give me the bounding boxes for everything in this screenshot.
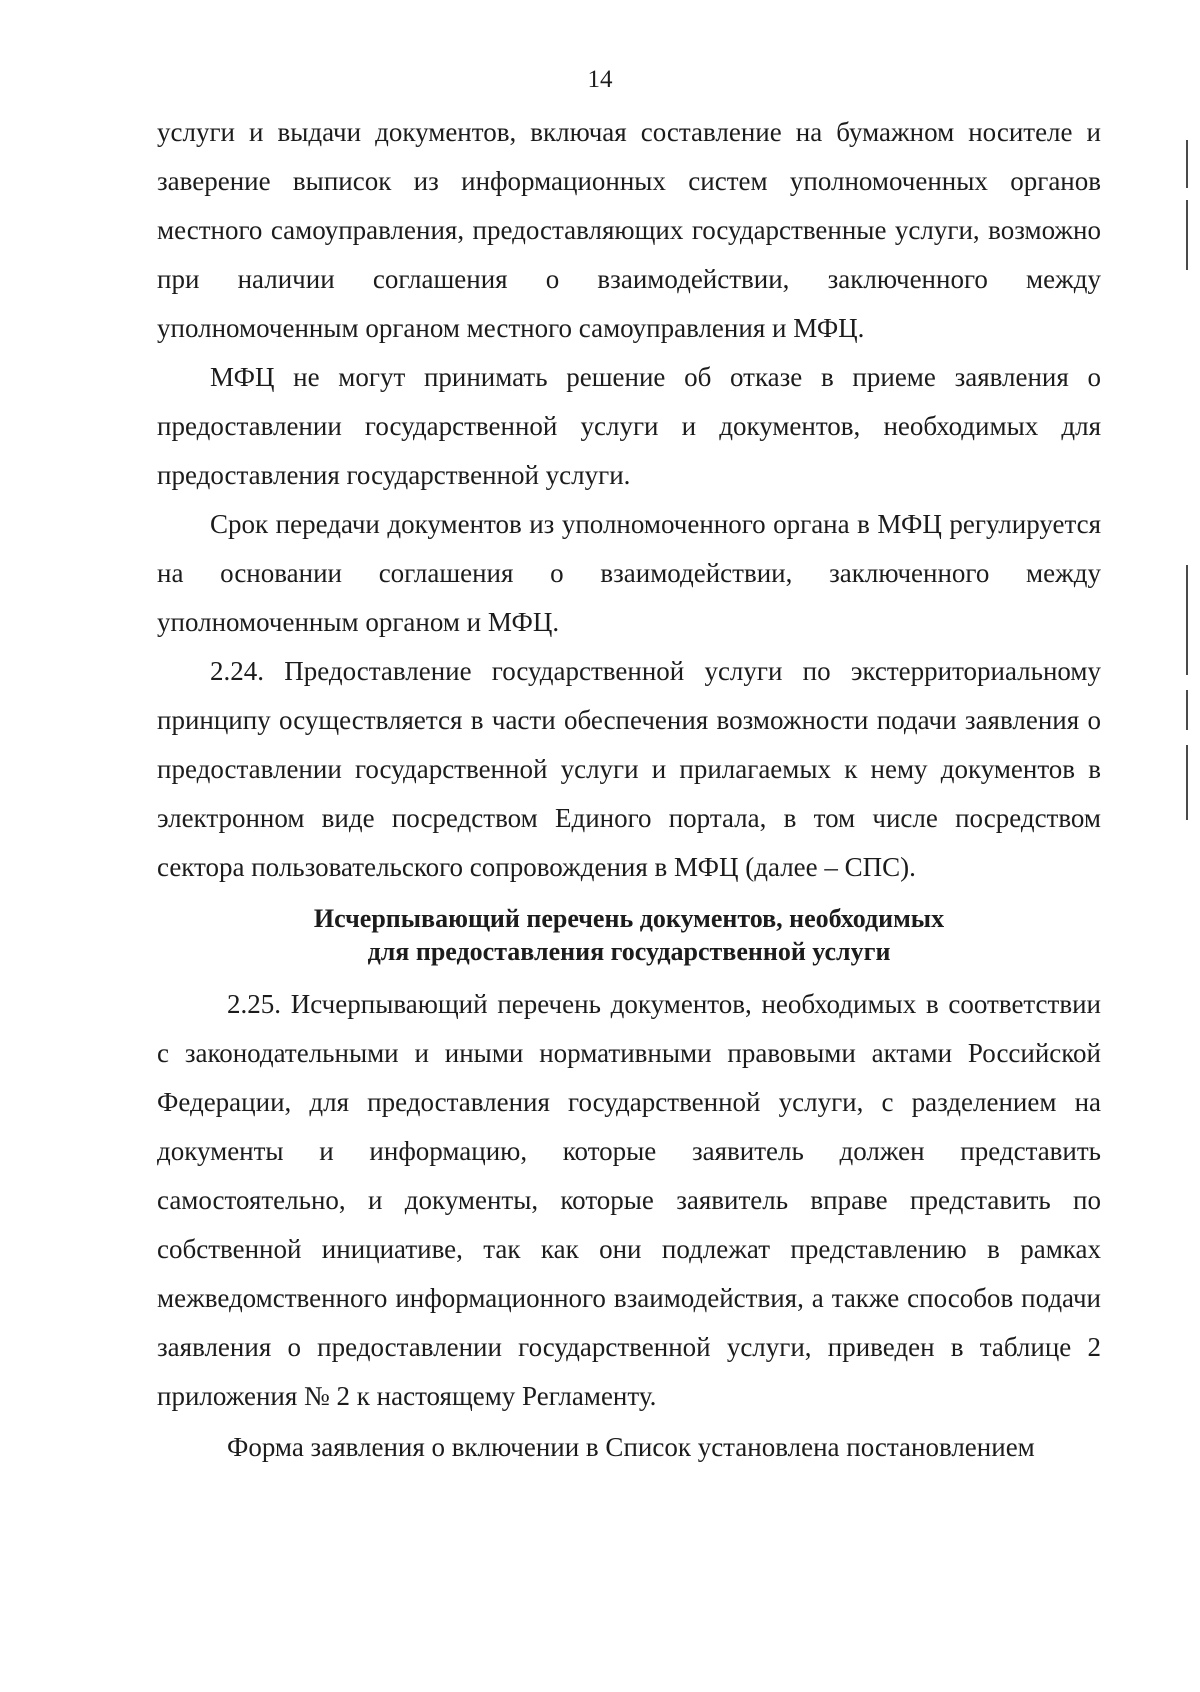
paragraph-transfer-term: Срок передачи документов из уполномоченного органа в МФЦ регулируется на основании соглашения о взаимодействии, заключенного между уполномоченным органом и МФЦ. [157, 509, 1101, 637]
paragraph-2-24: 2.24. Предоставление государственной услуги по экстерриториальному принципу осуществляется в части обеспечения возможности подачи заявления о предоставлении государственной услуги и прилагаемых к нему документов в электронном виде посредством Единого портала, в том числе посредством сектора пользовательского сопровождения в МФЦ (далее – СПС). [157, 656, 1101, 882]
section-heading-line-1: Исчерпывающий перечень документов, необходимых [313, 904, 945, 933]
margin-scan-mark [1186, 140, 1188, 188]
paragraph-2-25: 2.25. Исчерпывающий перечень документов, необходимых в соответствии с законодательными и иными нормативными правовыми актами Российской Федерации, для предоставления государственной услуги, с разделением на документы и информацию, которые заявитель должен представить самостоятельно, и документы, которые заявитель вправе представить по собственной инициативе, так как они подлежат представлению в рамках межведомственного информационного взаимодействия, а также способов подачи заявления о предоставлении государственной услуги, приведен в таблице 2 приложения № 2 к настоящему Регламенту. [157, 989, 1101, 1411]
section-heading [157, 902, 1101, 968]
margin-scan-mark [1186, 565, 1188, 675]
section-heading-line-2: для предоставления государственной услуги [367, 937, 891, 966]
paragraph-mfc-refusal: МФЦ не могут принимать решение об отказе в приеме заявления о предоставлении государственной услуги и документов, необходимых для предоставления государственной услуги. [157, 362, 1101, 490]
margin-scan-mark [1186, 200, 1188, 270]
page-number: 14 [587, 66, 613, 93]
document-body [157, 108, 1101, 1472]
paragraph-application-form: Форма заявления о включении в Список установлена постановлением [227, 1432, 1035, 1462]
paragraph-mfc-services: услуги и выдачи документов, включая составление на бумажном носителе и заверение выписок из информационных систем уполномоченных органов местного самоуправления, предоставляющих государственные услуги, возможно при наличии соглашения о взаимодействии, заключенного между уполномоченным органом местного самоуправления и МФЦ. [157, 117, 1101, 343]
margin-scan-mark [1186, 690, 1188, 730]
margin-scan-mark [1186, 745, 1188, 820]
